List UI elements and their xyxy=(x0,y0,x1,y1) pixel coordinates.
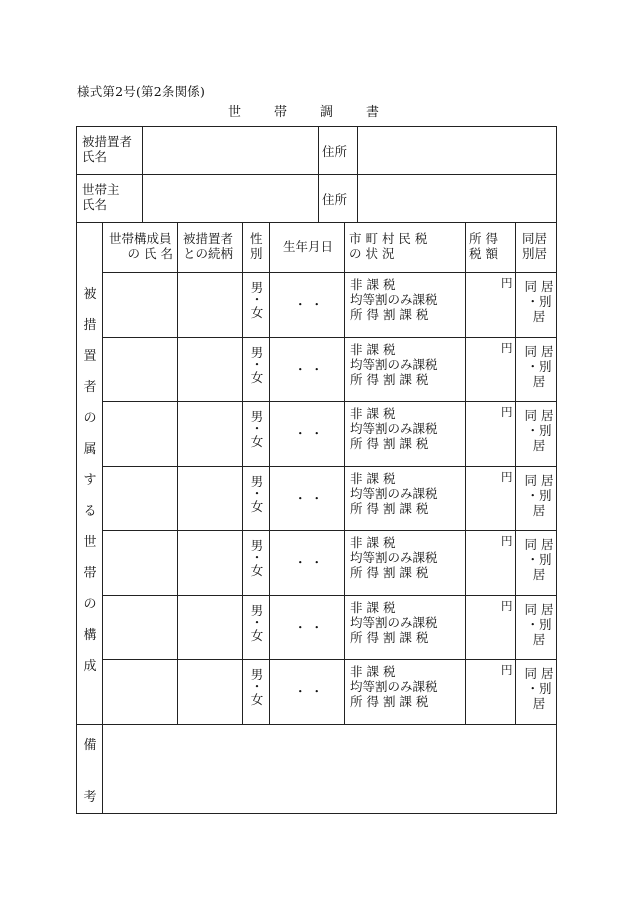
income-tax-field[interactable] xyxy=(468,550,512,590)
person-address-label: 住所 xyxy=(322,144,348,159)
household-head-label: 世帯主 氏名 xyxy=(82,182,120,212)
grid-line xyxy=(76,724,557,725)
sex-choice[interactable]: 男 ・ 女 xyxy=(250,280,264,320)
grid-line xyxy=(102,530,557,531)
section-label-char: 被 xyxy=(83,287,97,302)
birthdate-field[interactable]: ・ ・ xyxy=(294,426,323,441)
section-label-char: 構 xyxy=(83,628,97,643)
document-title: 世帯調書 xyxy=(228,105,413,120)
grid-line xyxy=(76,126,77,814)
member-name-field[interactable] xyxy=(108,599,176,655)
birthdate-field[interactable]: ・ ・ xyxy=(294,619,323,635)
sex-choice[interactable]: 男 ・ 女 xyxy=(250,409,264,449)
income-tax-header: 所 得 税 額 xyxy=(469,231,498,261)
grid-line xyxy=(465,222,466,724)
tax-status-options[interactable]: 非 課 税 均等割のみ課税 所 得 割 課 税 xyxy=(350,406,438,451)
yen-unit-label: 円 xyxy=(501,276,513,290)
cohabitation-choice[interactable]: 同 居 ・別 居 xyxy=(524,279,554,324)
birthdate-header: 生年月日 xyxy=(283,239,334,254)
member-name-field[interactable] xyxy=(108,341,176,397)
yen-unit-label: 円 xyxy=(501,598,513,613)
member-name-field[interactable] xyxy=(108,276,176,332)
tax-status-options[interactable]: 非 課 税 均等割のみ課税 所 得 割 課 税 xyxy=(350,599,438,645)
cohabitation-header: 同居 別居 xyxy=(522,231,548,261)
section-label-char: の xyxy=(83,597,97,612)
yen-unit-label: 円 xyxy=(501,405,513,419)
relationship-field[interactable] xyxy=(182,405,242,461)
relationship-field[interactable] xyxy=(182,663,242,719)
household-survey-form xyxy=(76,126,557,814)
section-label-char: 成 xyxy=(83,659,97,674)
person-address-field[interactable] xyxy=(362,134,552,164)
grid-line xyxy=(102,724,103,815)
person-name-label: 被措置者 氏名 xyxy=(82,134,133,164)
member-name-field[interactable] xyxy=(108,470,176,526)
grid-line xyxy=(102,337,557,338)
grid-line xyxy=(142,126,143,222)
income-tax-field[interactable] xyxy=(468,421,512,461)
relationship-field[interactable] xyxy=(182,599,242,655)
grid-line xyxy=(242,222,243,724)
yen-unit-label: 円 xyxy=(501,469,513,484)
grid-line xyxy=(556,126,557,814)
birthdate-field[interactable]: ・ ・ xyxy=(294,297,323,312)
income-tax-field[interactable] xyxy=(468,292,512,332)
birthdate-field[interactable]: ・ ・ xyxy=(294,555,323,570)
person-name-field[interactable] xyxy=(146,134,316,164)
sex-choice[interactable]: 男 ・ 女 xyxy=(250,344,264,385)
cohabitation-choice[interactable]: 同 居 ・別 居 xyxy=(524,343,554,389)
birthdate-field[interactable]: ・ ・ xyxy=(294,361,323,377)
tax-status-options[interactable]: 非 課 税 均等割のみ課税 所 得 割 課 税 xyxy=(350,470,438,516)
tax-status-options[interactable]: 非 課 税 均等割のみ課税 所 得 割 課 税 xyxy=(350,535,438,580)
grid-line xyxy=(76,174,557,175)
grid-line xyxy=(102,659,557,660)
cohabitation-choice[interactable]: 同 居 ・別 居 xyxy=(524,472,554,518)
income-tax-field[interactable] xyxy=(468,486,512,526)
section-label-char: 属 xyxy=(83,442,97,457)
sex-choice[interactable]: 男 ・ 女 xyxy=(250,602,264,643)
form-number-label: 様式第2号(第2条関係) xyxy=(77,84,206,99)
cohabitation-choice[interactable]: 同 居 ・別 居 xyxy=(524,666,554,711)
sex-choice[interactable]: 男 ・ 女 xyxy=(250,538,264,578)
section-label-char: す xyxy=(83,473,97,488)
relationship-field[interactable] xyxy=(182,341,242,397)
section-label-char: の xyxy=(83,411,97,426)
grid-line xyxy=(102,401,557,402)
household-head-name-field[interactable] xyxy=(146,182,316,212)
section-label-char: 者 xyxy=(83,380,97,395)
head-address-field[interactable] xyxy=(362,182,552,212)
tax-status-header: 市 町 村 民 税 の 状 況 xyxy=(349,231,428,261)
income-tax-field[interactable] xyxy=(468,615,512,655)
section-label-char: 世 xyxy=(83,535,97,550)
section-label-char: 措 xyxy=(83,318,97,333)
remarks-label: 備 考 xyxy=(83,738,97,805)
grid-line xyxy=(515,222,516,724)
sex-header: 性 別 xyxy=(250,231,263,261)
head-address-label: 住所 xyxy=(322,192,348,207)
relationship-header: 被措置者 との続柄 xyxy=(183,231,234,261)
relationship-field[interactable] xyxy=(182,534,242,590)
household-composition-label xyxy=(83,279,97,682)
member-name-field[interactable] xyxy=(108,663,176,719)
grid-line xyxy=(269,222,270,724)
member-name-field[interactable] xyxy=(108,534,176,590)
tax-status-options[interactable]: 非 課 税 均等割のみ課税 所 得 割 課 税 xyxy=(350,664,438,709)
remarks-field[interactable] xyxy=(108,728,548,808)
grid-line xyxy=(357,126,358,222)
grid-line xyxy=(177,222,178,724)
cohabitation-choice[interactable]: 同 居 ・別 居 xyxy=(524,537,554,582)
income-tax-field[interactable] xyxy=(468,679,512,719)
sex-choice[interactable]: 男 ・ 女 xyxy=(250,473,264,514)
grid-line xyxy=(102,272,557,273)
tax-status-options[interactable]: 非 課 税 均等割のみ課税 所 得 割 課 税 xyxy=(350,277,438,322)
grid-line xyxy=(318,126,319,222)
relationship-field[interactable] xyxy=(182,276,242,332)
tax-status-options[interactable]: 非 課 税 均等割のみ課税 所 得 割 課 税 xyxy=(350,341,438,387)
grid-line xyxy=(76,813,557,814)
cohabitation-choice[interactable]: 同 居 ・別 居 xyxy=(524,408,554,453)
grid-line xyxy=(102,595,557,596)
member-name-header: 世帯構成員 の 氏 名 xyxy=(109,231,173,261)
birthdate-field[interactable]: ・ ・ xyxy=(294,684,323,699)
income-tax-field[interactable] xyxy=(468,357,512,397)
grid-line xyxy=(76,222,557,223)
grid-line xyxy=(102,466,557,467)
yen-unit-label: 円 xyxy=(501,340,513,355)
grid-line xyxy=(76,126,557,127)
yen-unit-label: 円 xyxy=(501,534,513,548)
birthdate-field[interactable]: ・ ・ xyxy=(294,490,323,506)
section-label-char: る xyxy=(83,504,97,519)
grid-line xyxy=(102,222,103,724)
cohabitation-choice[interactable]: 同 居 ・別 居 xyxy=(524,601,554,647)
grid-line xyxy=(344,222,345,724)
member-name-field[interactable] xyxy=(108,405,176,461)
yen-unit-label: 円 xyxy=(501,663,513,677)
relationship-field[interactable] xyxy=(182,470,242,526)
sex-choice[interactable]: 男 ・ 女 xyxy=(250,667,264,707)
section-label-char: 置 xyxy=(83,349,97,364)
section-label-char: 帯 xyxy=(83,566,97,581)
